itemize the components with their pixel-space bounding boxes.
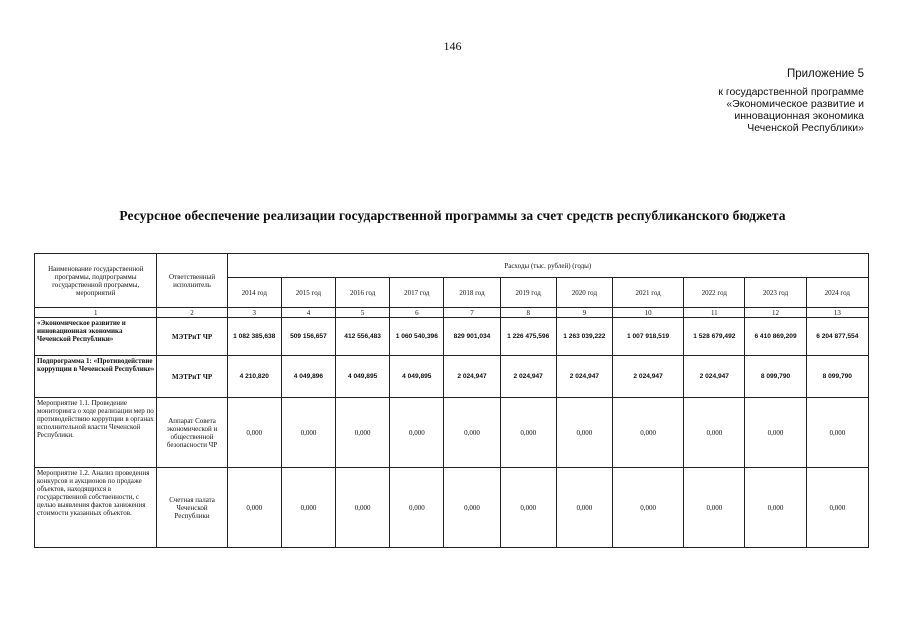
row-value: 0,000 [281,398,335,468]
column-number: 5 [336,308,390,318]
year-header: 2022 год [684,278,745,308]
row-value: 0,000 [336,398,390,468]
column-number: 9 [556,308,612,318]
header-expenses: Расходы (тыс. рублей) (годы) [227,254,868,278]
year-header: 2020 год [556,278,612,308]
document-title: Ресурсное обеспечение реализации государственной программы за счет средств республиканского бюджета [119,208,786,223]
year-header: 2021 год [612,278,683,308]
page-number: 146 [443,39,462,53]
appendix-line: Чеченской Республики» [747,122,864,134]
row-value: 6 410 869,209 [745,318,806,356]
row-name: Мероприятие 1.2. Анализ проведения конкурсов и аукционов по продаже объектов, находящихся в государственной собственности, с целью выявления фактов занижения стоимости указанных объектов. [35,468,157,548]
row-value: 4 049,895 [336,356,390,398]
column-number-row [35,308,869,318]
row-value: 0,000 [500,398,556,468]
year-header: 2017 год [390,278,444,308]
row-value: 0,000 [806,398,868,468]
row-value: 1 528 679,492 [684,318,745,356]
row-value: 0,000 [444,468,500,548]
year-header: 2015 год [281,278,335,308]
row-value: 0,000 [390,398,444,468]
header-name: Наименование государственной программы, подпрограммы государственной программы, мероприятий [35,254,157,308]
row-value: 0,000 [684,398,745,468]
row-value: 2 024,947 [556,356,612,398]
row-value: 2 024,947 [500,356,556,398]
row-value: 0,000 [336,468,390,548]
row-value: 1 263 039,222 [556,318,612,356]
appendix-line: «Экономическое развитие и [726,98,864,110]
row-value: 4 049,896 [281,356,335,398]
column-number: 12 [745,308,806,318]
row-value: 0,000 [612,468,683,548]
row-value: 2 024,947 [612,356,683,398]
row-value: 0,000 [227,398,281,468]
table-row [35,318,869,356]
row-value: 0,000 [556,468,612,548]
row-value: 0,000 [684,468,745,548]
row-executor: МЭТРиТ ЧР [157,356,227,398]
row-executor: Аппарат Совета экономической и общественной безопасности ЧР [157,398,227,468]
year-header: 2023 год [745,278,806,308]
row-value: 0,000 [612,398,683,468]
row-value: 4 049,895 [390,356,444,398]
column-number: 13 [806,308,868,318]
table-row [35,468,869,548]
row-value: 0,000 [556,398,612,468]
row-executor: МЭТРиТ ЧР [157,318,227,356]
row-value: 0,000 [444,398,500,468]
row-name: Подпрограмма 1: «Противодействие коррупции в Чеченской Республике» [35,356,157,398]
row-value: 2 024,947 [444,356,500,398]
row-value: 8 099,790 [745,356,806,398]
row-value: 0,000 [745,468,806,548]
table-row [35,356,869,398]
year-header: 2018 год [444,278,500,308]
header-executor: Ответственный исполнитель [157,254,227,308]
row-value: 829 901,034 [444,318,500,356]
row-value: 412 556,483 [336,318,390,356]
column-number: 11 [684,308,745,318]
column-number: 4 [281,308,335,318]
row-value: 4 210,820 [227,356,281,398]
appendix-line: к государственной программе [718,86,864,98]
column-number: 8 [500,308,556,318]
row-value: 2 024,947 [684,356,745,398]
row-value: 8 099,790 [806,356,868,398]
row-executor: Счетная палата Чеченской Республики [157,468,227,548]
row-value: 1 007 918,519 [612,318,683,356]
column-number: 2 [157,308,227,318]
row-value: 6 204 877,554 [806,318,868,356]
row-value: 0,000 [745,398,806,468]
year-header: 2019 год [500,278,556,308]
row-name: «Экономическое развитие и инновационная экономика Чеченской Республики» [35,318,157,356]
row-name: Мероприятие 1.1. Проведение мониторинга о ходе реализации мер по противодействию коррупции в органах исполнительной власти Чеченской Республики. [35,398,157,468]
year-header: 2014 год [227,278,281,308]
row-value: 1 082 385,638 [227,318,281,356]
row-value: 0,000 [500,468,556,548]
column-number: 1 [35,308,157,318]
appendix-note [604,68,864,134]
row-value: 0,000 [281,468,335,548]
row-value: 1 060 540,396 [390,318,444,356]
appendix-line: инновационная экономика [734,110,864,122]
row-value: 0,000 [806,468,868,548]
row-value: 0,000 [227,468,281,548]
row-value: 0,000 [390,468,444,548]
column-number: 10 [612,308,683,318]
table-row [35,398,869,468]
column-number: 6 [390,308,444,318]
row-value: 509 156,657 [281,318,335,356]
appendix-title: Приложение 5 [786,68,864,80]
year-header: 2024 год [806,278,868,308]
year-header: 2016 год [336,278,390,308]
budget-table [34,253,869,548]
column-number: 7 [444,308,500,318]
row-value: 1 226 475,596 [500,318,556,356]
column-number: 3 [227,308,281,318]
